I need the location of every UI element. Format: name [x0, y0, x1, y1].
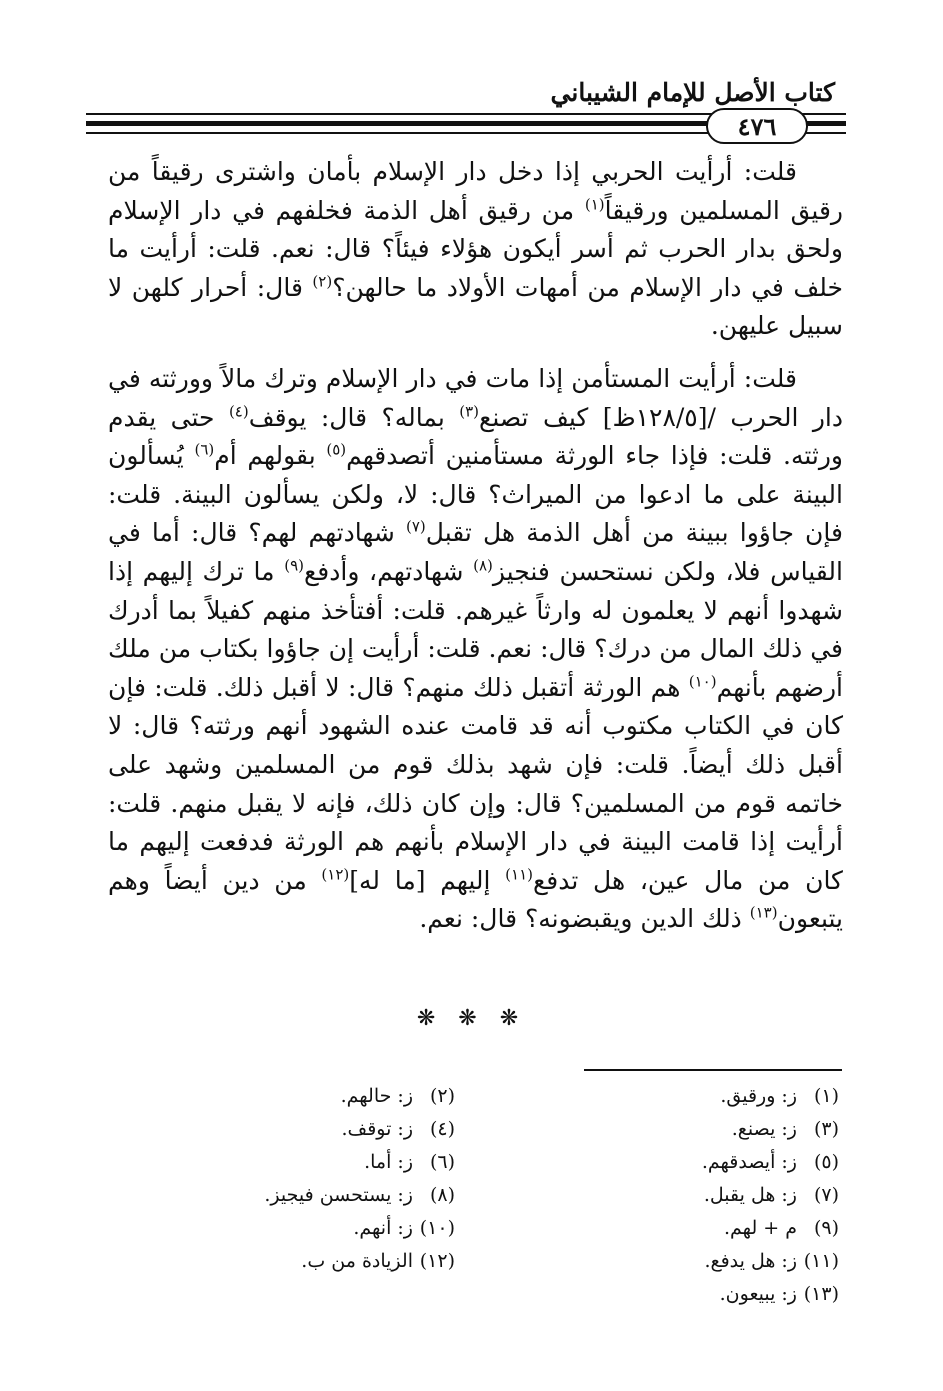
footnote-number: (٨): [429, 1184, 455, 1206]
footnote-number: (١٢): [419, 1250, 455, 1272]
footnote-marker: (٥): [326, 440, 347, 459]
footnote-text: ز: أما.: [364, 1151, 413, 1173]
footnote-text: ز: توقف.: [341, 1118, 413, 1140]
main-text: [108, 153, 843, 953]
footnote-marker: (٤): [228, 402, 249, 421]
page-number: ٤٧٦: [706, 108, 808, 144]
text-segment: ذلك الدين ويقبضونه؟ قال: نعم.: [419, 904, 750, 934]
text-segment: بقولهم أم: [214, 441, 327, 471]
footnote-text: ز: أيصدقهم.: [701, 1151, 797, 1173]
footnote-item: [539, 1245, 839, 1278]
footnote-text: م + لهم.: [724, 1217, 797, 1239]
footnote-marker: (٦): [194, 440, 215, 459]
text-segment: يُسألون البينة على ما ادعوا من الميراث؟ قال: لا، ولكن يسألون البينة. قلت: فإن جاؤوا ببينة من أهل الذمة هل تقبل: [108, 441, 843, 548]
text-segment: ما ترك إليهم إذا شهدوا أنهم لا يعلمون له وارثاً غيرهم. قلت: أفتأخذ منهم كفيلاً بما أدرك في ذلك المال من درك؟ قال: نعم. قلت: أرأيت إن جاؤوا بكتاب من ملك أرضهم بأنهم: [108, 556, 843, 702]
footnotes-left-column: [155, 1080, 455, 1278]
footnote-marker: (١٢): [321, 865, 350, 884]
text-segment: من دين أيضاً وهم يتبعون: [108, 865, 843, 934]
section-separator: ❋ ❋ ❋: [416, 1006, 527, 1031]
footnote-marker: (١٠): [688, 672, 717, 691]
footnote-text: ز: يصنع.: [731, 1118, 797, 1140]
footnote-number: (٧): [813, 1184, 839, 1206]
footnote-marker: (١٣): [749, 903, 778, 922]
text-segment: هم الورثة أتقبل ذلك منهم؟ قال: لا أقبل ذلك. قلت: فإن كان في الكتاب مكتوب أنه قد قامت عنده الشهود أنهم ورثته؟ قال: لا أقبل ذلك أيضاً. قلت: فإن شهد بذلك قوم من المسلمين وشهد على خاتمه قوم من المسلمين؟ قال: وإن كان ذلك، فإنه لا يقبل منهم. قلت: أرأيت إذا قامت البينة في دار الإسلام بأنهم هم الورثة فدفعت إليهم ما كان من مال عين، هل تدفع: [108, 672, 843, 895]
footnote-text: ز: ورقيق.: [720, 1085, 797, 1107]
footnote-number: (١١): [803, 1250, 839, 1272]
footnote-number: (١٣): [803, 1283, 839, 1305]
footnote-number: (١٠): [419, 1217, 455, 1239]
text-segment: شهادتهم، وأدفع: [303, 556, 474, 586]
text-segment: حتى يقدم ورثته. قلت: فإذا جاء الورثة مستأمنين أتصدقهم: [108, 402, 843, 471]
text-segment: بماله؟ قال: يوقف: [248, 402, 460, 432]
footnote-text: ز: يبيعون.: [719, 1283, 797, 1305]
footnote-item: [155, 1146, 455, 1179]
text-segment: من رقيق أهل الذمة فخلفهم في دار الإسلام ولحق بدار الحرب ثم أسر أيكون هؤلاء فيئاً؟ قال: نعم. قلت: أرأيت ما خلف في دار الإسلام من أمهات الأولاد ما حالهن؟: [108, 195, 843, 302]
footnote-item: [155, 1113, 455, 1146]
footnote-item: [155, 1179, 455, 1212]
footnote-rule: [584, 1069, 842, 1071]
footnote-number: (٥): [813, 1151, 839, 1173]
footnote-item: [539, 1278, 839, 1311]
footnote-text: ز: هل يقبل.: [703, 1184, 797, 1206]
footnote-marker: (١١): [505, 865, 533, 884]
footnote-number: (٦): [429, 1151, 455, 1173]
text-segment: قال: أحرار كلهن لا سبيل عليهن.: [108, 272, 843, 341]
text-segment: إليهم [ما له]: [349, 865, 506, 895]
footnote-item: [155, 1080, 455, 1113]
footnotes-right-column: [539, 1080, 839, 1311]
text-segment: قلت: أرأيت الحربي إذا دخل دار الإسلام بأمان واشترى رقيقاً من رقيق المسلمين ورقيقاً: [108, 157, 843, 225]
footnote-item: [155, 1212, 455, 1245]
running-title: كتاب الأصل للإمام الشيباني: [550, 78, 835, 107]
footnote-marker: (٧): [405, 518, 426, 537]
footnote-text: الزيادة من ب.: [301, 1250, 413, 1272]
footnote-number: (٤): [429, 1118, 455, 1140]
footnote-item: [539, 1113, 839, 1146]
footnote-text: ز: أنهم.: [353, 1217, 413, 1239]
footnote-item: [539, 1080, 839, 1113]
footnote-item: [155, 1245, 455, 1278]
paragraph: [108, 153, 843, 346]
text-segment: قلت: أرأيت المستأمن إذا مات في دار الإسلام وترك مالاً وورثته في دار الحرب /[١٢٨/٥ظ] كيف تصنع: [108, 363, 843, 432]
footnote-marker: (٨): [473, 556, 493, 575]
footnote-marker: (٢): [312, 272, 333, 291]
footnote-item: [539, 1212, 839, 1245]
footnote-text: ز: حالهم.: [340, 1085, 413, 1107]
footnote-text: ز: يستحسن فيجيز.: [264, 1184, 413, 1206]
footnote-item: [539, 1179, 839, 1212]
footnote-number: (٩): [813, 1217, 839, 1239]
footnote-number: (٣): [813, 1118, 839, 1140]
paragraph: [108, 360, 843, 939]
text-segment: شهادتهم لهم؟ قال: أما في القياس فلا، ولكن نستحسن فنجيز: [108, 518, 843, 586]
footnote-item: [539, 1146, 839, 1179]
footnote-number: (٢): [429, 1085, 455, 1107]
footnote-text: ز: هل يدفع.: [704, 1250, 797, 1272]
footnote-number: (١): [813, 1085, 839, 1107]
footnote-marker: (٣): [459, 402, 480, 421]
footnote-marker: (٩): [284, 556, 304, 575]
footnote-marker: (١): [584, 195, 605, 214]
